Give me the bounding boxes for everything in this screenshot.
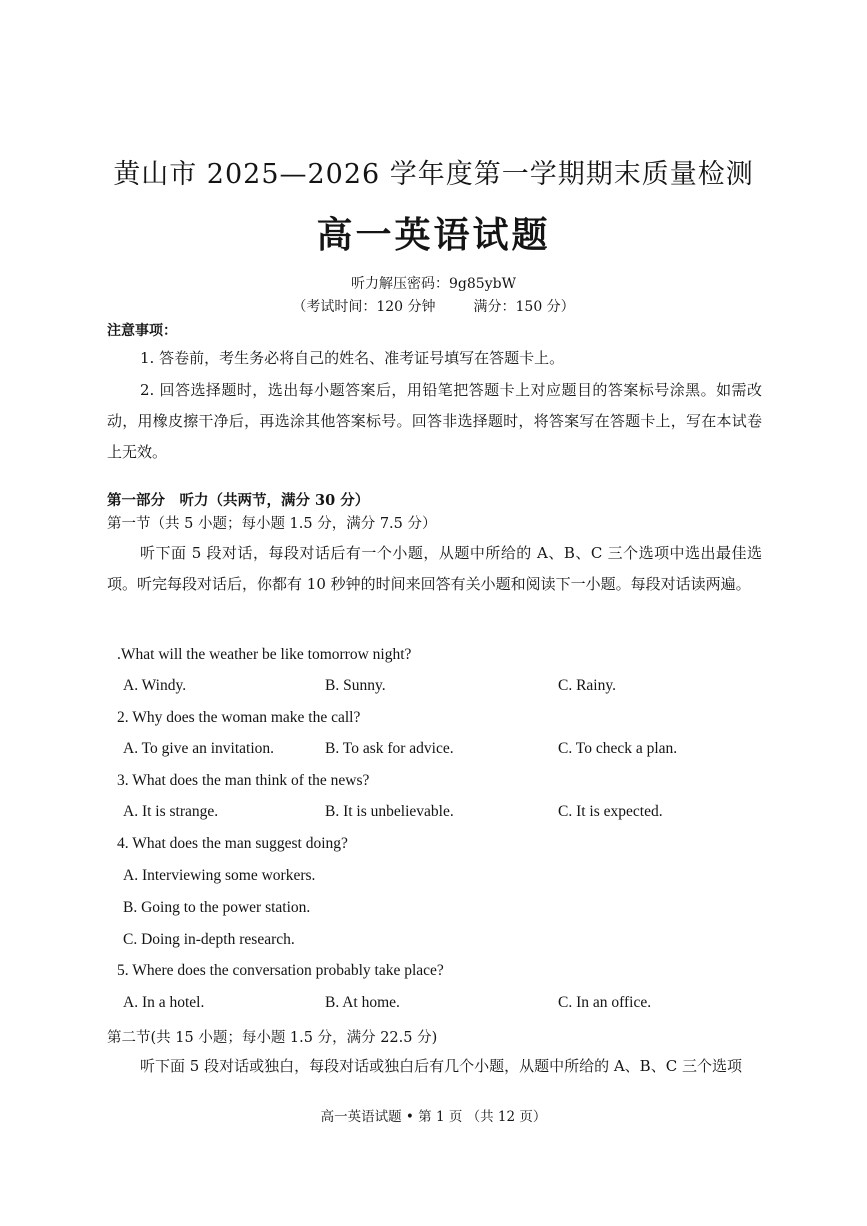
question-2-stem: 2. Why does the woman make the call? [117,709,361,726]
question-2-option-a: A. To give an invitation. [123,740,275,757]
question-3-option-b: B. It is unbelievable. [325,803,454,820]
question-5-option-c: C. In an office. [558,994,652,1011]
exam-subject-title: 高一英语试题 [316,214,551,256]
notice-item-2: 2. 回答选择题时，选出每小题答案后，用铅笔把答题卡上对应题目的答案标号涂黑。如需改动，用橡皮擦干净后，再选涂其他答案标号。回答非选择题时，将答案写在答题卡上，写在本试卷上无效。 [107,381,762,461]
section1-heading: 第一节（共 5 小题；每小题 1.5 分，满分 7.5 分） [107,516,437,532]
question-3-stem: 3. What does the man think of the news? [117,772,370,789]
part1-heading: 第一部分 听力（共两节，满分 30 分） [107,492,370,509]
question-4-option-b: B. Going to the power station. [123,899,311,916]
question-1-option-c: C. Rainy. [558,677,616,694]
question-2-option-b: B. To ask for advice. [325,740,454,757]
question-4-option-c: C. Doing in-depth research. [123,931,295,948]
question-2-option-c: C. To check a plan. [558,740,678,757]
question-1-option-b: B. Sunny. [325,677,386,694]
section2-heading: 第二节(共 15 小题；每小题 1.5 分，满分 22.5 分) [107,1030,438,1046]
question-5-option-a: A. In a hotel. [123,994,205,1011]
notice-item-1: 1. 答卷前，考生务必将自己的姓名、准考证号填写在答题卡上。 [140,349,565,367]
section1-instruction: 听下面 5 段对话，每段对话后有一个小题，从题中所给的 A、B、C 三个选项中选出最佳选项。听完每段对话后，你都有 10 秒钟的时间来回答有关小题和阅读下一小题。每段对话读两遍。 [107,544,762,593]
question-4-option-a: A. Interviewing some workers. [123,867,316,884]
question-4-stem: 4. What does the man suggest doing? [117,835,348,852]
exam-time-score [0,296,867,316]
question-5-stem: 5. Where does the conversation probably take place? [117,962,444,979]
notice-heading: 注意事项： [107,323,177,339]
question-5-option-b: B. At home. [325,994,400,1011]
question-3-option-a: A. It is strange. [123,803,219,820]
section2-instruction: 听下面 5 段对话或独白，每段对话或独白后有几个小题，从题中所给的 A、B、C 三个选项 [140,1057,742,1075]
exam-score: 满分：150 分） [473,299,575,315]
page-footer: 高一英语试题 • 第 1 页 （共 12 页） [320,1109,547,1125]
question-3-option-c: C. It is expected. [558,803,663,820]
question-1-option-a: A. Windy. [123,677,187,694]
listening-password: 听力解压密码：9g85ybW [351,276,516,292]
exam-title: 黄山市 2025—2026 学年度第一学期期末质量检测 [113,159,754,190]
question-1-stem: .What will the weather be like tomorrow night? [117,646,412,663]
exam-time: （考试时间：120 分钟 [292,299,436,315]
